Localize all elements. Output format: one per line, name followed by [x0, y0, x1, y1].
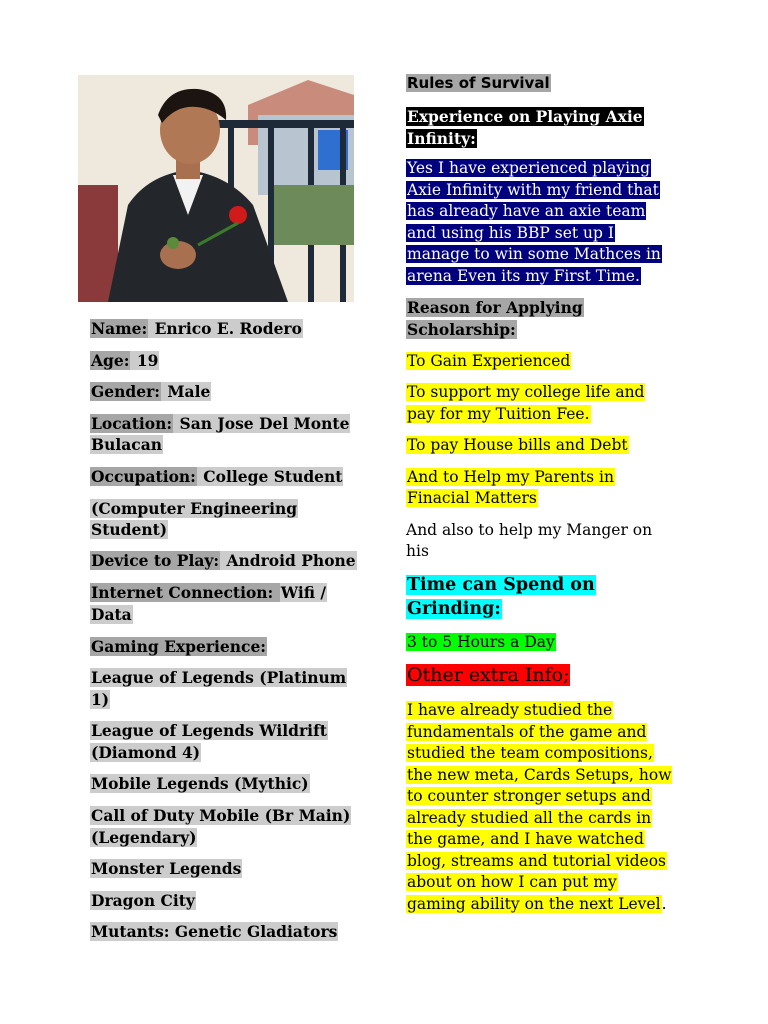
- game-item: [90, 720, 328, 742]
- other-info-line: [406, 829, 645, 851]
- age-label: Age:: [91, 351, 130, 370]
- name-line: [90, 318, 303, 340]
- device-line: [90, 550, 357, 572]
- experience-text: has already have an axie team: [407, 202, 646, 220]
- other-info-text: about on how I can put my: [407, 873, 617, 891]
- location-label: Location:: [91, 414, 173, 433]
- reason-text: pay for my Tuition Fee.: [407, 405, 590, 423]
- reason-text: And to Help my Parents in: [407, 468, 614, 486]
- other-info-line: [406, 765, 672, 787]
- reason-heading-1: [406, 297, 584, 319]
- location-line: [90, 413, 350, 435]
- experience-text: Axie Infinity with my friend that: [407, 181, 659, 199]
- internet-label: Internet Connection:: [91, 583, 279, 602]
- experience-text: Yes I have experienced playing: [407, 159, 651, 177]
- experience-heading-2: [406, 128, 477, 150]
- time-heading-1: [406, 573, 596, 597]
- internet-line-2: [90, 604, 133, 626]
- other-info-text: already studied all the cards in: [407, 809, 652, 827]
- game-text: Mutants: Genetic Gladiators: [91, 922, 338, 941]
- reason-heading-text-1: Reason for Applying: [407, 298, 583, 317]
- other-info-period: .: [661, 895, 667, 913]
- experience-text: arena Even its my First Time.: [407, 267, 640, 285]
- game-text: League of Legends Wildrift: [91, 721, 327, 740]
- game-text: Call of Duty Mobile (Br Main): [91, 806, 351, 825]
- experience-text: and using his BBP set up I: [407, 224, 614, 242]
- game-text: Dragon City: [91, 891, 195, 910]
- age-line: [90, 350, 159, 372]
- game-item: [90, 805, 351, 827]
- gender-line: [90, 381, 211, 403]
- location-line-2: [90, 434, 163, 456]
- game-text: (Diamond 4): [91, 743, 201, 762]
- occupation-label: Occupation:: [91, 467, 196, 486]
- other-info-text: blog, streams and tutorial videos: [407, 852, 667, 870]
- occupation-detail-text-1: (Computer Engineering: [91, 499, 298, 518]
- profile-photo: [78, 75, 354, 302]
- other-info-text: gaming ability on the next Level: [407, 895, 661, 913]
- other-info-heading-text: Other extra Info;: [407, 664, 570, 686]
- name-label: Name:: [91, 319, 148, 338]
- reason-text: Finacial Matters: [407, 489, 537, 507]
- experience-heading-text-2: Infinity:: [407, 129, 476, 148]
- experience-text: manage to win some Mathces in: [407, 245, 661, 263]
- reason-item: [406, 541, 429, 563]
- game-text: League of Legends (Platinum: [91, 668, 347, 687]
- other-info-heading: [406, 663, 570, 688]
- other-info-line: [406, 872, 618, 894]
- game-item: [90, 890, 196, 912]
- experience-heading-1: [406, 106, 644, 128]
- rules-of-survival-heading: [406, 73, 551, 93]
- occupation-detail-2: [90, 519, 168, 541]
- reason-text: To support my college life and: [407, 383, 645, 401]
- other-info-text: to counter stronger setups and: [407, 787, 651, 805]
- internet-value-1: Wifi /: [280, 583, 327, 602]
- reason-item: [406, 435, 629, 457]
- game-item: [90, 689, 110, 711]
- other-info-line: [406, 894, 667, 916]
- experience-text-line: [406, 201, 646, 223]
- other-info-text: the new meta, Cards Setups, how: [407, 766, 672, 784]
- location-value-2: Bulacan: [91, 435, 163, 454]
- game-item: [90, 827, 197, 849]
- occupation-detail-text-2: Student): [91, 520, 168, 539]
- time-value-text: 3 to 5 Hours a Day: [407, 633, 555, 651]
- experience-text-line: [406, 266, 641, 288]
- other-info-line: [406, 808, 652, 830]
- game-text: 1): [91, 690, 110, 709]
- game-item: [90, 742, 201, 764]
- time-heading-2: [406, 597, 502, 621]
- reason-text: To Gain Experienced: [407, 352, 571, 370]
- internet-value-2: Data: [91, 605, 132, 624]
- device-label: Device to Play:: [91, 551, 220, 570]
- name-value: Enrico E. Rodero: [149, 319, 302, 338]
- gender-value: Male: [161, 382, 211, 401]
- other-info-line: [406, 851, 667, 873]
- location-value-1: San Jose Del Monte: [174, 414, 350, 433]
- reason-text: his: [406, 542, 429, 560]
- gender-label: Gender:: [91, 382, 160, 401]
- other-info-text: studied the team compositions,: [407, 744, 653, 762]
- reason-text: And also to help my Manger on: [406, 521, 653, 539]
- experience-text-line: [406, 180, 660, 202]
- rules-of-survival-text: Rules of Survival: [407, 74, 550, 92]
- other-info-text: fundamentals of the game and: [407, 723, 647, 741]
- game-text: (Legendary): [91, 828, 197, 847]
- game-item: [90, 858, 242, 880]
- other-info-line: [406, 700, 613, 722]
- experience-text-line: [406, 158, 651, 180]
- other-info-line: [406, 722, 647, 744]
- game-text: Monster Legends: [91, 859, 242, 878]
- game-item: [90, 921, 338, 943]
- device-value: Android Phone: [221, 551, 356, 570]
- occupation-detail-1: [90, 498, 298, 520]
- experience-heading-text-1: Experience on Playing Axie: [407, 107, 643, 126]
- reason-item: [406, 520, 652, 542]
- reason-text: To pay House bills and Debt: [407, 436, 628, 454]
- reason-item: [406, 467, 615, 489]
- other-info-text: the game, and I have watched: [407, 830, 644, 848]
- age-value: 19: [131, 351, 159, 370]
- experience-text-line: [406, 223, 615, 245]
- internet-line: [90, 582, 327, 604]
- experience-text-line: [406, 244, 662, 266]
- time-heading-text-1: Time can Spend on: [407, 575, 595, 595]
- reason-heading-2: [406, 319, 517, 341]
- time-heading-text-2: Grinding:: [407, 599, 501, 619]
- game-text: Mobile Legends (Mythic): [91, 774, 309, 793]
- reason-heading-text-2: Scholarship:: [407, 320, 516, 339]
- reason-item: [406, 404, 591, 426]
- reason-item: [406, 382, 645, 404]
- game-item: [90, 773, 310, 795]
- occupation-value: College Student: [197, 467, 343, 486]
- game-item: [90, 667, 347, 689]
- reason-item: [406, 351, 571, 373]
- gaming-experience-heading: [90, 636, 267, 658]
- other-info-line: [406, 743, 654, 765]
- other-info-text: I have already studied the: [407, 701, 613, 719]
- reason-item: [406, 488, 538, 510]
- time-value: [406, 632, 556, 654]
- occupation-line: [90, 466, 343, 488]
- gaming-experience-label: Gaming Experience:: [91, 637, 267, 656]
- other-info-line: [406, 786, 652, 808]
